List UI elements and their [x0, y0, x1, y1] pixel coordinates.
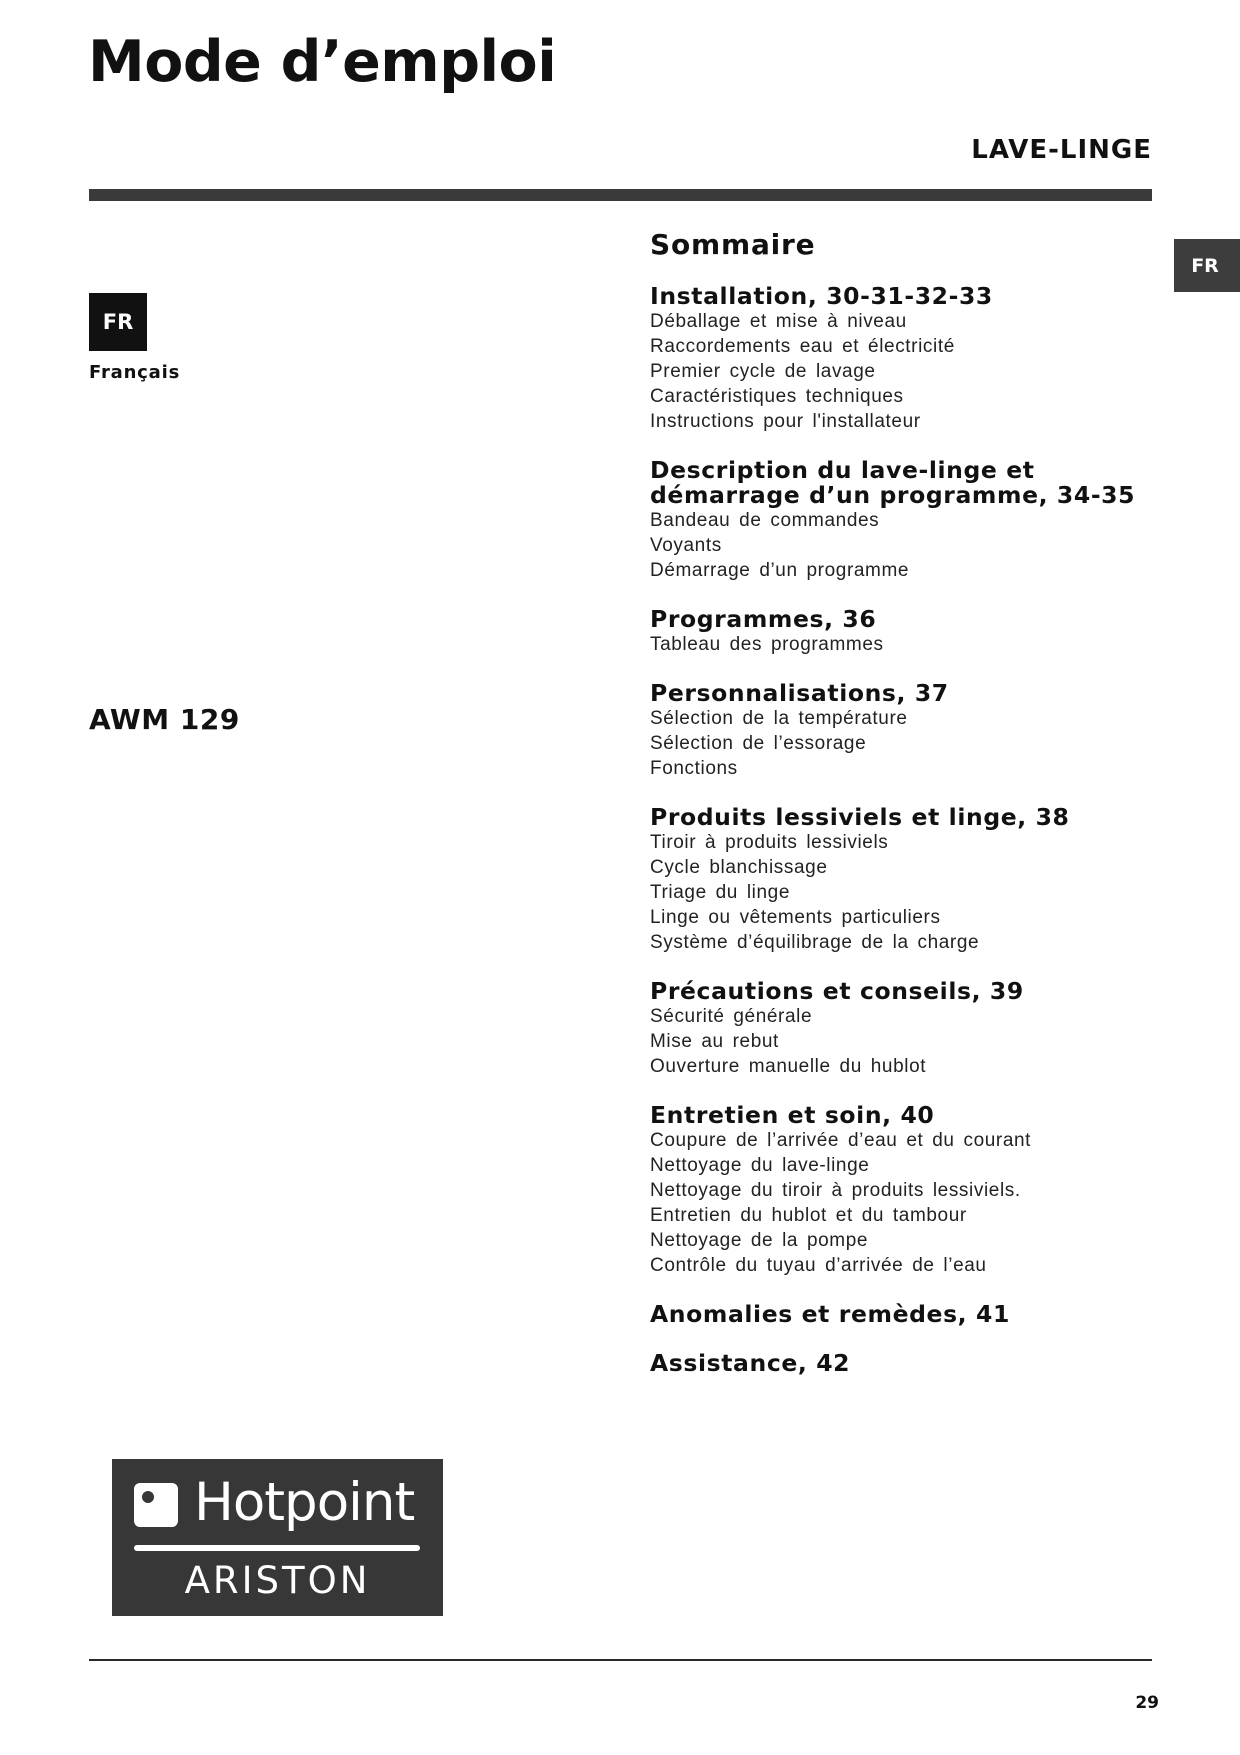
model-name: AWM 129: [89, 703, 240, 736]
toc-section-title: Précautions et conseils, 39: [650, 977, 1024, 1005]
toc-item: Voyants: [650, 535, 722, 556]
brand-name: Hotpoint: [194, 1472, 415, 1533]
toc-item: Coupure de l’arrivée d’eau et du courant: [650, 1130, 1032, 1151]
toc-section-title: Anomalies et remèdes, 41: [650, 1300, 1010, 1328]
toc-section: [650, 284, 1210, 434]
toc-section-title: Description du lave-linge et démarrage d’un programme, 34-35: [650, 456, 1136, 509]
toc-item: Triage du linge: [650, 882, 790, 903]
toc-item: Sélection de l’essorage: [650, 733, 867, 754]
toc-section: [650, 1351, 1210, 1376]
language-name: Français: [89, 362, 181, 383]
toc-item: Instructions pour l'installateur: [650, 411, 921, 432]
brand-divider: [134, 1545, 420, 1551]
toc-section-title: Programmes, 36: [650, 605, 877, 633]
toc-section-title: Produits lessiviels et linge, 38: [650, 803, 1070, 831]
toc-item: Raccordements eau et électricité: [650, 336, 955, 357]
toc-section-title: Personnalisations, 37: [650, 679, 949, 707]
toc-item: Nettoyage de la pompe: [650, 1230, 869, 1251]
table-of-contents: [650, 226, 1210, 1400]
footer-divider: [89, 1659, 1152, 1661]
toc-section-title: Assistance, 42: [650, 1349, 851, 1377]
toc-item: Système d’équilibrage de la charge: [650, 932, 980, 953]
page-number: 29: [1135, 1693, 1159, 1713]
toc-item: Déballage et mise à niveau: [650, 311, 907, 332]
toc-section-title: Entretien et soin, 40: [650, 1101, 935, 1129]
toc-item: Sécurité générale: [650, 1006, 813, 1027]
toc-section: [650, 607, 1210, 657]
toc-item: Contrôle du tuyau d’arrivée de l’eau: [650, 1255, 987, 1276]
toc-section-title: Installation, 30-31-32-33: [650, 282, 993, 310]
language-side-tab: FR: [1174, 239, 1240, 292]
page-title: Mode d’emploi: [88, 29, 557, 95]
toc-item: Linge ou vêtements particuliers: [650, 907, 941, 928]
toc-item: Ouverture manuelle du hublot: [650, 1056, 927, 1077]
toc-section: [650, 805, 1210, 955]
toc-item: Démarrage d’un programme: [650, 560, 910, 581]
toc-item: Nettoyage du tiroir à produits lessiviels.: [650, 1180, 1021, 1201]
toc-item: Fonctions: [650, 758, 738, 779]
toc-item: Nettoyage du lave-linge: [650, 1155, 870, 1176]
toc-item: Tableau des programmes: [650, 634, 884, 655]
toc-item: Caractéristiques techniques: [650, 386, 904, 407]
toc-item: Entretien du hublot et du tambour: [650, 1205, 967, 1226]
toc-item: Sélection de la température: [650, 708, 908, 729]
brand-subname: ARISTON: [184, 1559, 371, 1602]
toc-item: Mise au rebut: [650, 1031, 779, 1052]
toc-item: Bandeau de commandes: [650, 510, 880, 531]
toc-heading: Sommaire: [650, 228, 816, 261]
brand-logo: [112, 1459, 443, 1616]
toc-sections: [650, 284, 1210, 1376]
toc-section: [650, 681, 1210, 781]
toc-item: Tiroir à produits lessiviels: [650, 832, 889, 853]
toc-section: [650, 1302, 1210, 1327]
header-divider: [89, 189, 1152, 201]
brand-square-icon: [134, 1483, 178, 1527]
product-category: LAVE-LINGE: [971, 135, 1152, 165]
toc-item: Cycle blanchissage: [650, 857, 828, 878]
language-code-badge: FR: [89, 293, 147, 351]
toc-section: [650, 979, 1210, 1079]
toc-section: [650, 458, 1210, 583]
toc-item: Premier cycle de lavage: [650, 361, 876, 382]
toc-section: [650, 1103, 1210, 1278]
